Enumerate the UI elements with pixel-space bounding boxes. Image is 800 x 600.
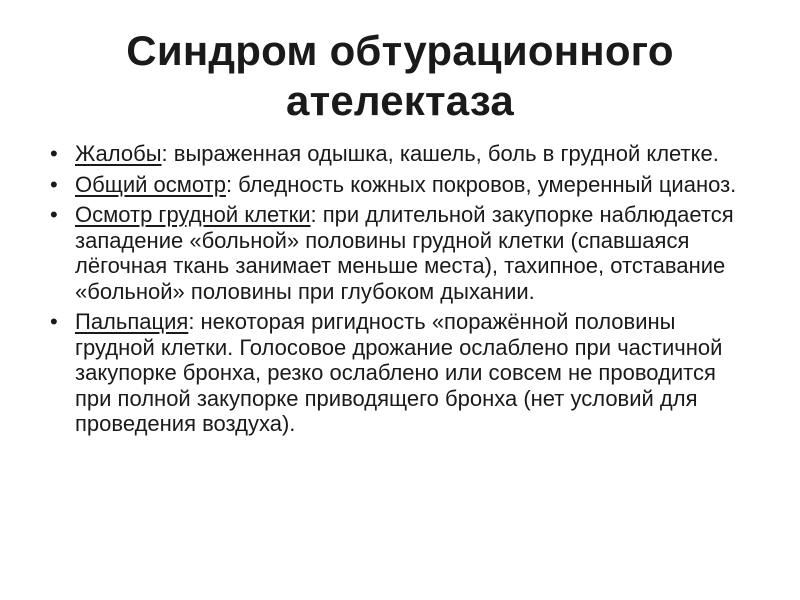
bullet-dot-icon: • xyxy=(50,141,58,166)
bullet-list xyxy=(50,141,750,442)
bullet-item-general-exam xyxy=(50,172,750,198)
bullet-term: Осмотр грудной клетки xyxy=(75,202,311,227)
bullet-dot-icon: • xyxy=(50,309,58,334)
bullet-text: : при длительной закупорке наблюдается западение «больной» половины грудной клетки (спавшаяся лёгочная ткань занимает меньше места), тахипное, отставание «больной» половины при глубоком дыхании. xyxy=(75,202,734,304)
bullet-item-chest-exam xyxy=(50,202,750,304)
bullet-dot-icon: • xyxy=(50,171,58,197)
bullet-term: Пальпация xyxy=(75,309,189,334)
bullet-term: Общий осмотр xyxy=(75,171,226,197)
bullet-item-complaints xyxy=(50,141,750,167)
slide-title-line-1: Синдром обтурационного xyxy=(126,27,674,74)
bullet-text: : некоторая ригидность «поражённой половины грудной клетки. Голосовое дрожание ослаблено при частичной закупорке бронха, резко ослаблено или совсем не проводится при полной закупорке приводящего бронха (нет условий для проведения воздуха). xyxy=(75,309,723,436)
bullet-text: : выраженная одышка, кашель, боль в грудной клетке. xyxy=(161,141,719,166)
bullet-text: : бледность кожных покровов, умеренный цианоз. xyxy=(225,171,737,197)
bullet-term: Жалобы xyxy=(75,141,162,166)
slide-title-line-2: ателектаза xyxy=(286,77,514,124)
bullet-item-palpation xyxy=(50,309,750,437)
slide-title xyxy=(40,26,760,126)
bullet-dot-icon: • xyxy=(50,202,58,227)
